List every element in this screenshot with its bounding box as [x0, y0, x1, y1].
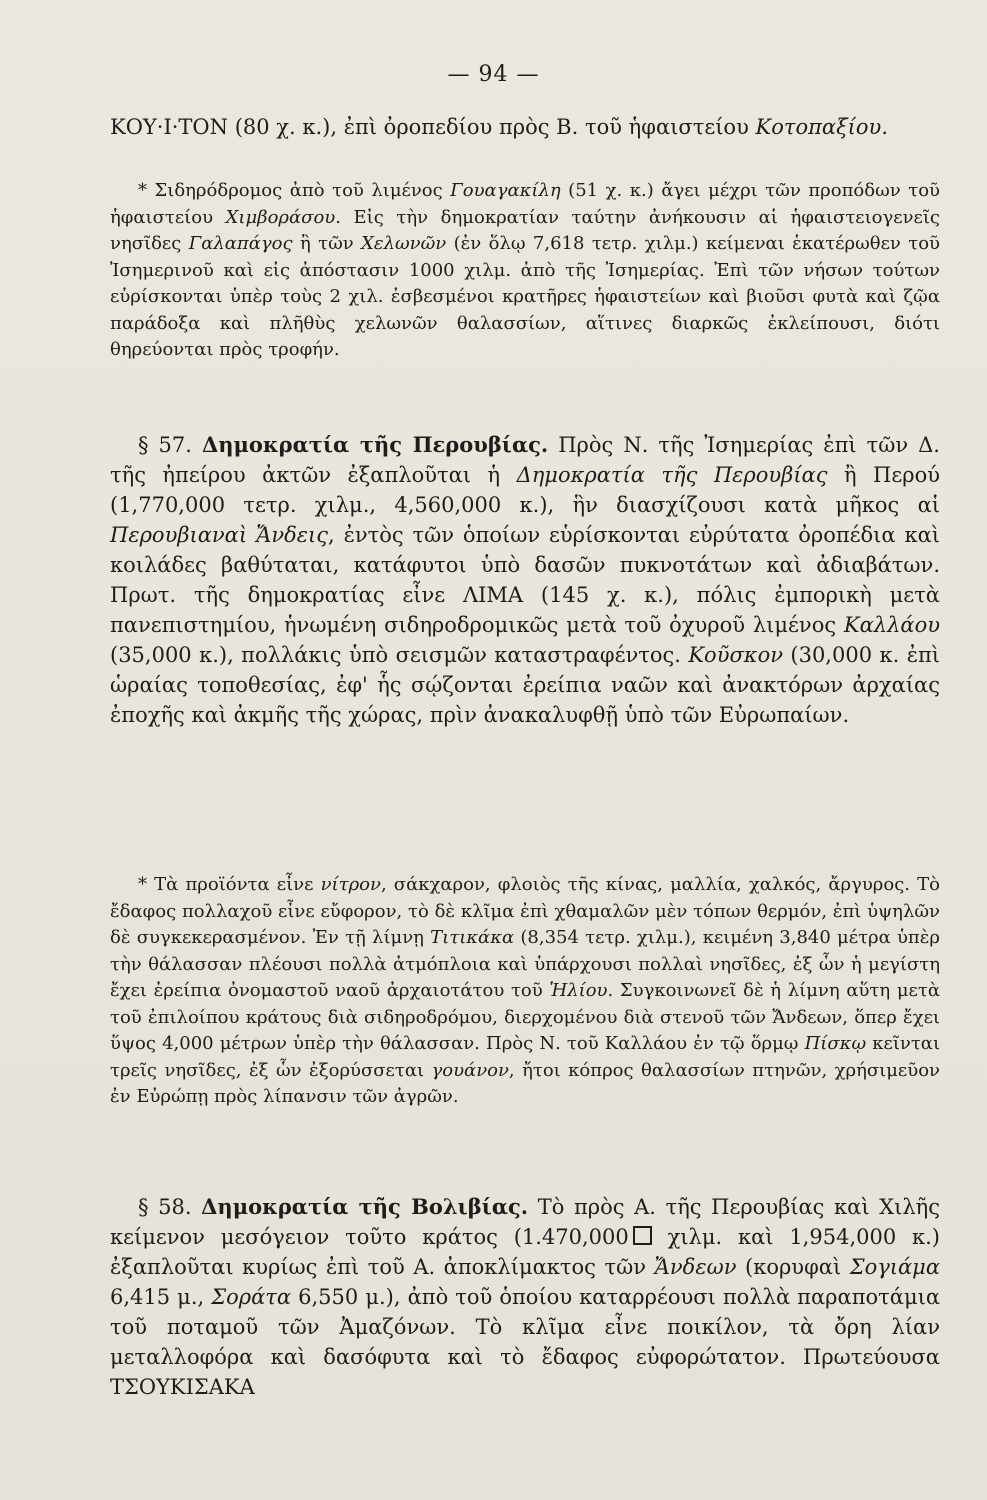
- italic-term: Κοτοπαξίου.: [755, 115, 888, 139]
- text-run: * Τὰ προϊόντα εἶνε: [138, 874, 321, 895]
- italic-term: Δημοκρατία τῆς Περουβίας: [516, 463, 828, 487]
- text-run: (51 χ. κ.) ἄγει μέχρι τῶν προπόδων τοῦ ἡφαιστείου: [110, 180, 940, 228]
- text-run: (35,000 κ.), πολλάκις ὑπὸ σεισμῶν καταστραφέντος.: [110, 643, 689, 667]
- square-icon: [633, 1226, 652, 1245]
- text-run: Πρὸς Ν. τῆς Ἰσημερίας ἐπὶ τῶν Δ. τῆς ἠπείρου ἀκτῶν ἐξαπλοῦται ἡ: [110, 433, 940, 487]
- text-run: * Σιδηρόδρομος ἀπὸ τοῦ λιμένος: [138, 180, 451, 201]
- text-run: (κορυφαὶ: [736, 1255, 850, 1279]
- text-run: (80 χ. κ.), ἐπὶ ὀροπεδίου πρὸς Β. τοῦ ἡφαιστείου: [228, 115, 756, 139]
- italic-term: Σοράτα: [211, 1285, 292, 1309]
- text-run: , ἐντὸς τῶν ὁποίων εὑρίσκονται εὐρύτατα ὀροπέδια καὶ κοιλάδες βαθύταται, κατάφυτοι ὑπὸ δασῶν πυκνοτάτων καὶ ἀδιαβάτων. Πρωτ. τῆς δημοκρατίας εἶνε ΛΙΜΑ (145 χ. κ.), πόλις ἐμπορικὴ μετὰ πανεπιστημίου, ἡνωμένη σιδηροδρομικῶς μετὰ τοῦ ὀχυροῦ λιμένος: [110, 523, 940, 637]
- italic-term: Πίσκῳ: [804, 1033, 867, 1054]
- paragraph: [110, 872, 940, 1111]
- footnote-ecuador: [110, 178, 940, 364]
- italic-term: Τιτικάκα: [430, 927, 515, 948]
- italic-term: Σογιάμα: [849, 1255, 941, 1279]
- entry-kotopaxi: [110, 112, 940, 142]
- italic-term: Ἡλίου: [549, 980, 608, 1001]
- text-run: (8,354 τετρ. χιλμ.), κειμένη 3,840 μέτρα ὑπὲρ τὴν θάλασσαν πλέουσι πολλὰ ἀτμόπλοια καὶ ὑπάρχουσι πολλαὶ νησῖδες, ἐξ ὧν ἡ μεγίστη ἔχει ἐρείπια ὀνομαστοῦ ναοῦ ἀρχαιοτάτου τοῦ: [110, 927, 940, 1001]
- text-run: (ἐν ὅλῳ 7,618 τετρ. χιλμ.) κείμεναι ἑκατέρωθεν τοῦ Ἰσημερινοῦ καὶ εἰς ἀπόστασιν 1000 χιλμ. ἀπὸ τῆς Ἰσημερίας. Ἐπὶ τῶν νήσων τούτων εὑρίσκονται ὑπὲρ τοὺς 2 χιλ. ἐσβεσμένοι κρατῆρες ἡφαιστείων καὶ βιοῦσι φυτὰ καὶ ζῷα παράδοξα καὶ πλῆθὺς χελωνῶν θαλασσίων, αἵτινες διαρκῶς ἐκλείπουσι, διότι θηρεύονται πρὸς τροφήν.: [110, 233, 940, 360]
- text-run: . Συγκοινωνεῖ δὲ ἡ λίμνη αὕτη μετὰ τοῦ ἐπιλοίπου κράτους διὰ σιδηροδρόμου, διερχομένου διὰ στενοῦ τῶν Ἄνδεων, ὅπερ ἔχει ὕψος 4,000 μέτρων ὑπὲρ τὴν θάλασσαν. Πρὸς Ν. τοῦ Καλλάου ἐν τῷ ὅρμῳ: [110, 980, 940, 1054]
- italic-term: Ἄνδεων: [654, 1255, 737, 1279]
- section-number: § 57.: [138, 433, 192, 457]
- section-57: [110, 430, 940, 730]
- text-run: Τὸ πρὸς Α. τῆς Περουβίας καὶ Χιλῆς κείμενον μεσόγειον τοῦτο κράτος (1.470,000: [110, 1195, 941, 1249]
- italic-term: Περουβιαναὶ Ἄνδεις: [110, 523, 329, 547]
- text-run: ἢ τῶν: [292, 233, 362, 254]
- italic-term: Κοῦσκον: [688, 643, 783, 667]
- italic-term: Χελωνῶν: [361, 233, 447, 254]
- section-number: § 58.: [138, 1195, 192, 1219]
- section-heading: Δημοκρατία τῆς Περουβίας.: [201, 432, 549, 457]
- text-run: 6,550 μ.), ἀπὸ τοῦ ὁποίου καταρρέουσι πολλὰ παραποτάμια τοῦ ποταμοῦ τῶν Ἀμαζόνων. Τὸ κλῖμα εἶνε ποικίλον, τὰ ὄρη λίαν μεταλλοφόρα καὶ δασόφυτα καὶ τὸ ἔδαφος εὐφορώτατον. Πρωτεύουσα ΤΣΟΥΚΙΣΑΚΑ: [110, 1285, 941, 1399]
- italic-term: γουάνον: [431, 1059, 509, 1081]
- text-run: , ἤτοι κόπρος θαλασσίων πτηνῶν, χρήσιμεῦον ἐν Εὐρώπῃ πρὸς λίπανσιν τῶν ἀγρῶν.: [110, 1059, 940, 1107]
- section-heading: Δημοκρατία τῆς Βολιβίας.: [201, 1194, 529, 1219]
- italic-term: Χιμβοράσου: [225, 206, 336, 228]
- text-run: ἢ Περού (1,770,000 τετρ. χιλμ., 4,560,000 κ.), ἣν διασχίζουσι κατὰ μῆκος αἱ: [110, 463, 940, 517]
- paragraph: [110, 112, 940, 142]
- italic-term: νίτρον: [320, 874, 381, 895]
- italic-term: Γουαγακίλη: [450, 180, 561, 201]
- section-58: [110, 1192, 940, 1402]
- italic-term: Καλλάου: [843, 613, 940, 637]
- italic-term: Γαλαπάγος: [188, 233, 293, 254]
- footnote-peru: [110, 872, 940, 1111]
- text-run: . Εἰς τὴν δημοκρατίαν ταύτην ἀνήκουσιν αἱ ἡφαιστειογενεῖς νησῖδες: [110, 206, 941, 254]
- text-run: χιλμ. καὶ 1,954,000 κ.) ἐξαπλοῦται κυρίως ἐπὶ τοῦ Α. ἀποκλίμακτος τῶν: [110, 1225, 940, 1279]
- paragraph: [110, 178, 940, 364]
- text-run: 6,415 μ.,: [110, 1285, 212, 1309]
- page-number: — 94 —: [447, 62, 540, 87]
- text-run: (30,000 κ. ἐπὶ ὡραίας τοποθεσίας, ἐφ' ἧς σῴζονται ἐρείπια ναῶν καὶ ἀνακτόρων ἀρχαίας ἐποχῆς καὶ ἀκμῆς τῆς χώρας, πρὶν ἀνακαλυφθῇ ὑπὸ τῶν Εὐρωπαίων.: [110, 643, 941, 727]
- text-run: κεῖνται τρεῖς νησῖδες, ἐξ ὧν ἐξορύσσεται: [110, 1033, 941, 1081]
- paragraph: [110, 1192, 940, 1402]
- place-name: ΚΟΥ·Ι·ΤΟΝ: [110, 115, 229, 139]
- paragraph: [110, 430, 940, 730]
- text-run: , σάκχαρον, φλοιὸς τῆς κίνας, μαλλία, χαλκός, ἄργυρος. Τὸ ἔδαφος πολλαχοῦ εἶνε εὔφορον, τὸ δὲ κλῖμα ἐπὶ χθαμαλῶν μὲν τόπων θερμόν, ἐπὶ ὑψηλῶν δὲ συγκεκερασμένον. Ἐν τῇ λίμνῃ: [110, 874, 940, 948]
